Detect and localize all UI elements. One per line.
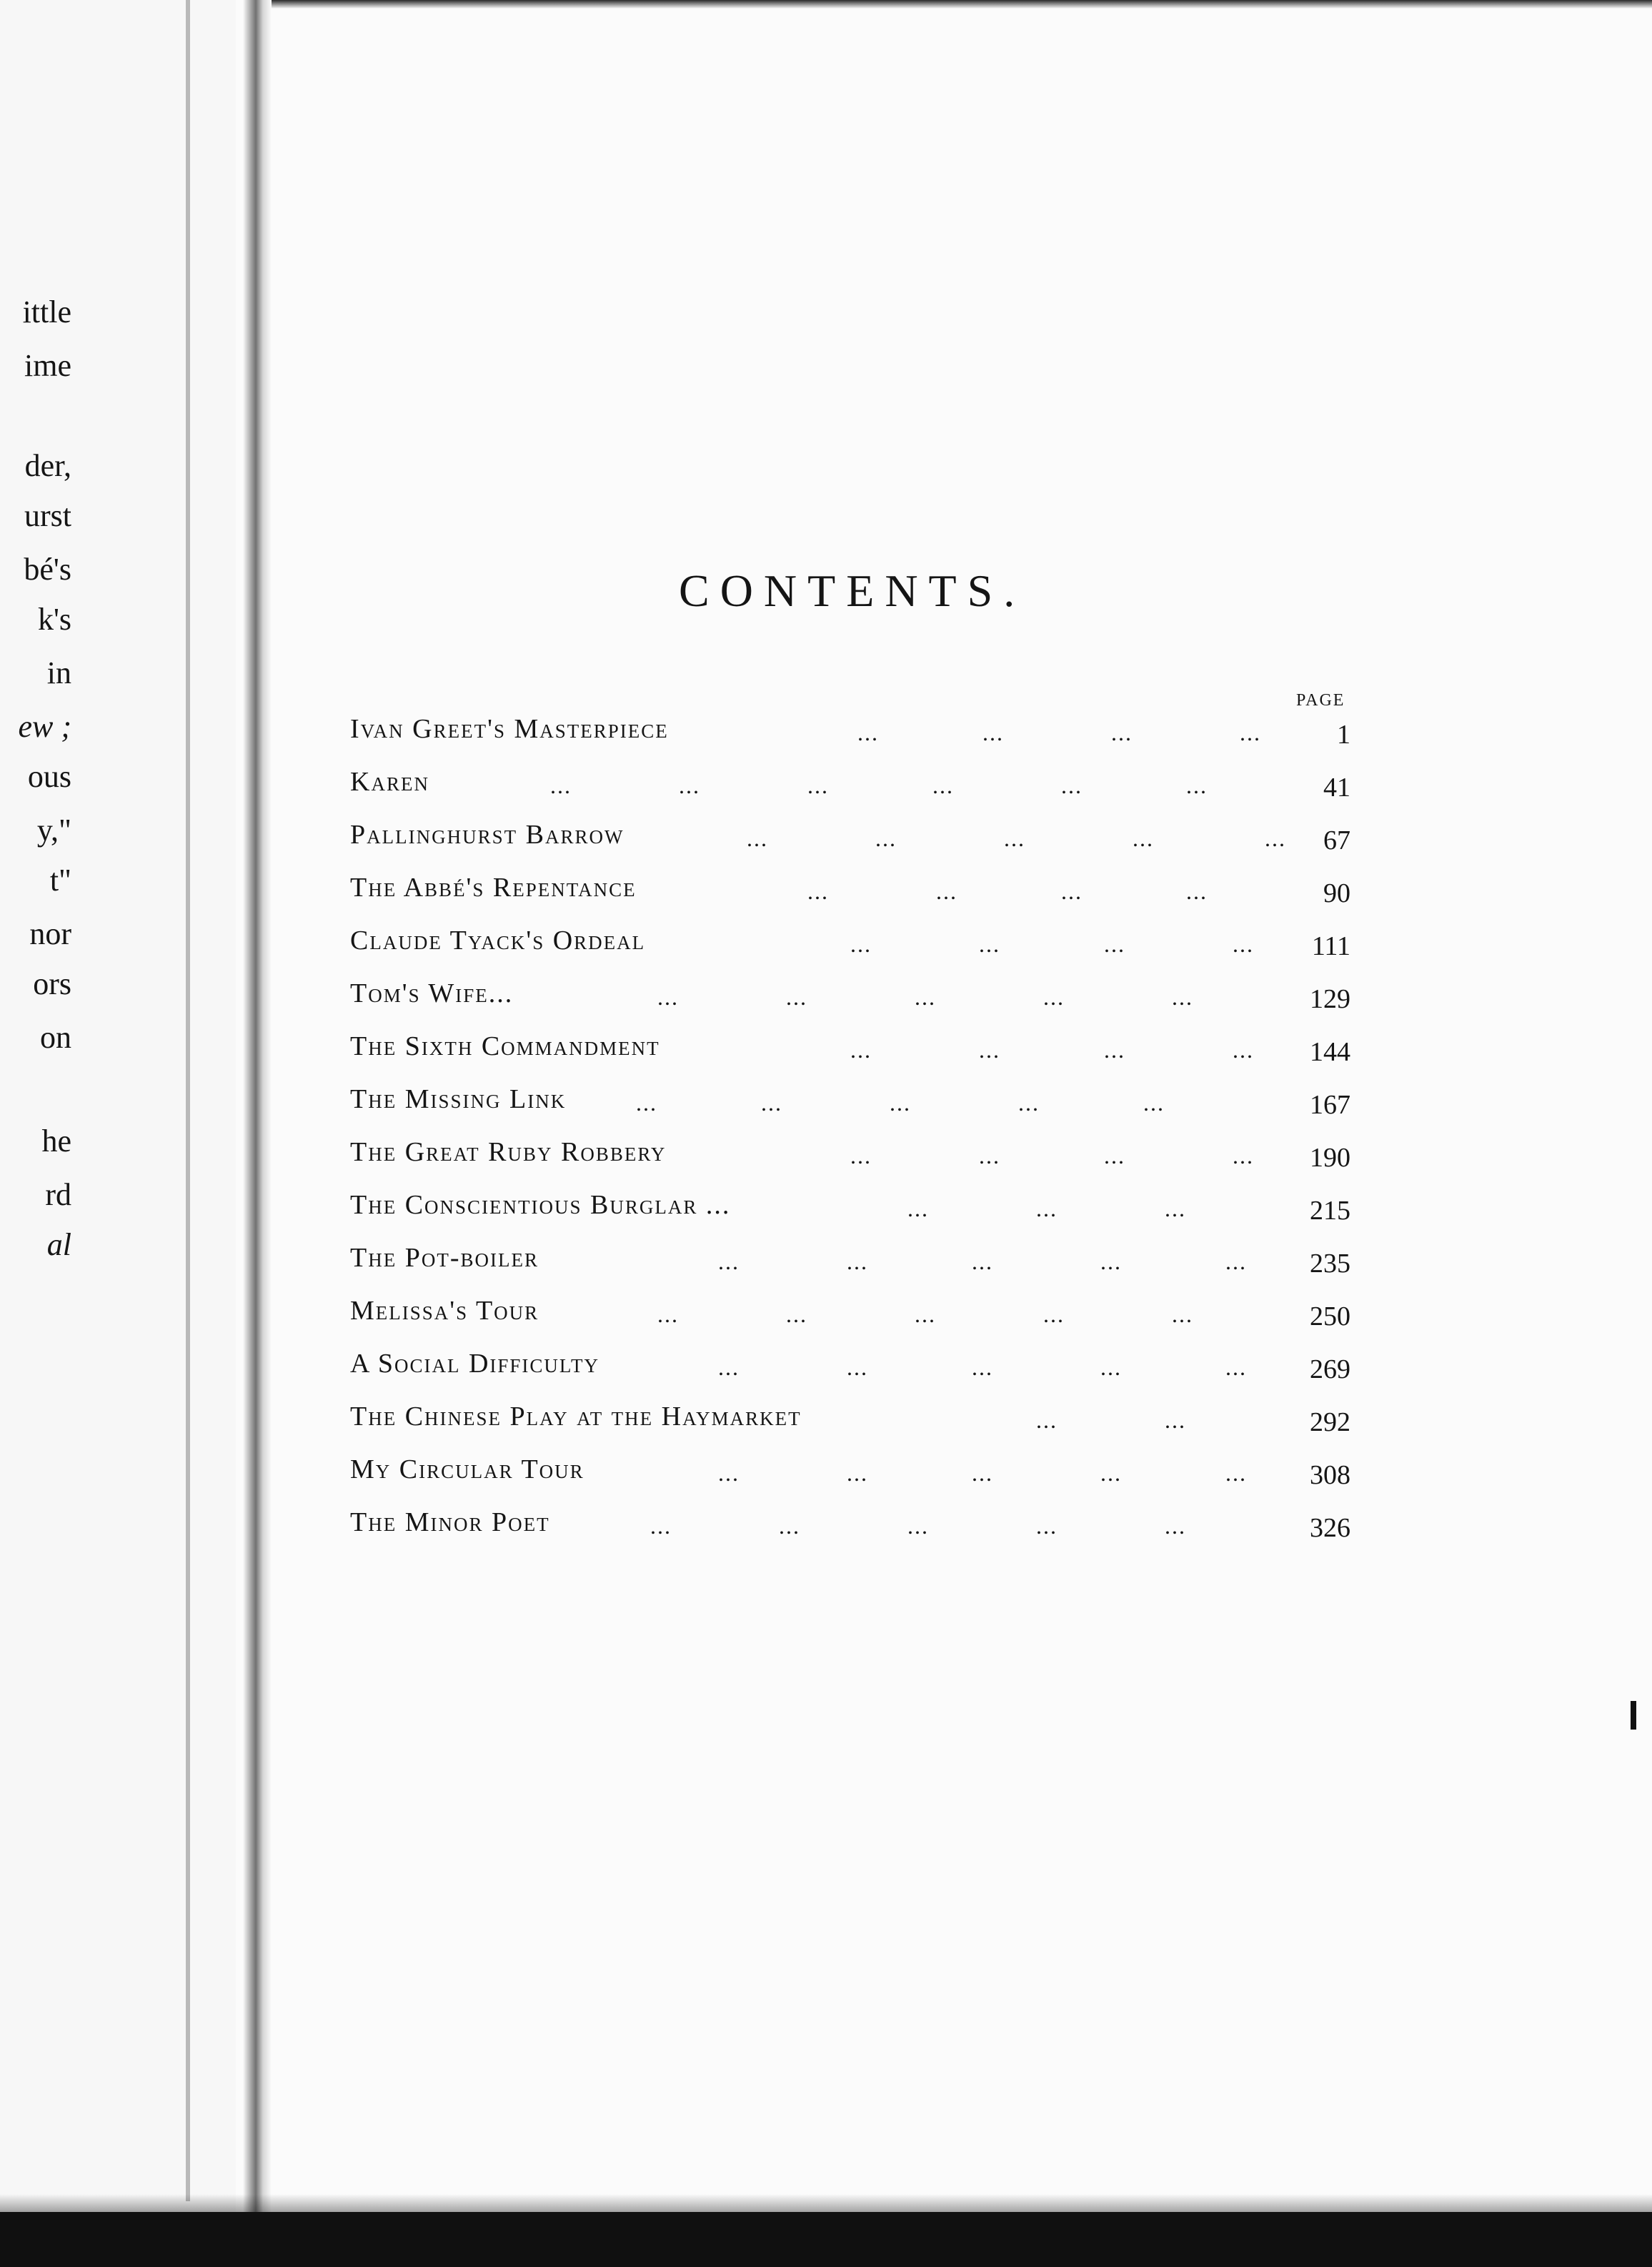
dot-leader-segment: ...: [915, 984, 936, 1010]
dot-leader-segment: ...: [1100, 1460, 1122, 1486]
toc-entry: [350, 1236, 1350, 1279]
dot-leader-segment: ...: [1104, 931, 1125, 957]
page-column-label: PAGE: [1296, 691, 1345, 710]
dot-leader-segment: ...: [936, 878, 957, 904]
left-page-fragment: ors: [33, 966, 71, 1001]
dot-leader-segment: ...: [807, 773, 829, 798]
dot-leader-segment: ...: [657, 1301, 679, 1327]
dot-leader-segment: ...: [847, 1249, 868, 1274]
dot-leader-segment: ...: [761, 1090, 782, 1116]
dot-leader-segment: ...: [1165, 1513, 1186, 1539]
dot-leader-segment: ...: [1061, 773, 1083, 798]
dot-leader-segment: ...: [1100, 1249, 1122, 1274]
dot-leader-segment: ...: [1265, 825, 1286, 851]
toc-entry: [350, 919, 1350, 962]
top-page-edge: [272, 0, 1652, 9]
dot-leader-segment: ...: [1225, 1460, 1247, 1486]
dot-leader-segment: ...: [1172, 984, 1193, 1010]
dot-leader-segment: ...: [847, 1460, 868, 1486]
toc-entry: [350, 813, 1350, 856]
toc-page-number: 167: [1310, 1090, 1350, 1120]
dot-leader-segment: ...: [1240, 720, 1261, 745]
toc-page-number: 308: [1310, 1460, 1350, 1490]
dot-leader-segment: ...: [907, 1513, 929, 1539]
toc-entry: [350, 1501, 1350, 1544]
dot-leader-segment: ...: [779, 1513, 800, 1539]
toc-entry: [350, 1184, 1350, 1226]
dot-leader-segment: ...: [850, 931, 872, 957]
dot-leader-segment: ...: [850, 1143, 872, 1169]
toc-entry-title: Melissa's Tour: [350, 1296, 539, 1326]
toc-page-number: 144: [1310, 1037, 1350, 1067]
dot-leader-segment: ...: [1104, 1037, 1125, 1063]
dot-leader-segment: ...: [1225, 1354, 1247, 1380]
toc-page-number: 292: [1310, 1407, 1350, 1437]
toc-entry-title: The Pot-boiler: [350, 1243, 539, 1273]
left-page-fragment: nor: [29, 916, 71, 951]
toc-entry-title: The Minor Poet: [350, 1507, 550, 1537]
toc-page-number: 67: [1323, 825, 1350, 855]
toc-entry-title: Pallinghurst Barrow: [350, 820, 625, 850]
dot-leader-segment: ...: [1186, 878, 1208, 904]
page-edge-shadow: [186, 0, 190, 2201]
left-page-fragment: al: [46, 1227, 71, 1262]
dot-leader-segment: ...: [786, 984, 807, 1010]
dot-leader-segment: ...: [1225, 1249, 1247, 1274]
toc-entry-title: Karen: [350, 767, 429, 797]
toc-entry-title: The Great Ruby Robbery: [350, 1137, 667, 1167]
dot-leader-segment: ...: [1143, 1090, 1165, 1116]
dot-leader-segment: ...: [1165, 1407, 1186, 1433]
dot-leader-segment: ...: [1100, 1354, 1122, 1380]
dot-leader-segment: ...: [979, 1143, 1000, 1169]
dot-leader-segment: ...: [982, 720, 1004, 745]
toc-entry: [350, 866, 1350, 909]
left-page-fragment: rd: [45, 1177, 71, 1212]
toc-entry-title: A Social Difficulty: [350, 1349, 599, 1379]
dot-leader-segment: ...: [1061, 878, 1083, 904]
toc-entry: [350, 1025, 1350, 1068]
toc-entry: [350, 1342, 1350, 1385]
left-page-fragment: ittle: [22, 294, 71, 329]
toc-entry: [350, 1448, 1350, 1491]
toc-entry-title: Ivan Greet's Masterpiece: [350, 714, 669, 744]
dot-leader-segment: ...: [786, 1301, 807, 1327]
dot-leader-segment: ...: [932, 773, 954, 798]
toc-page-number: 269: [1310, 1354, 1350, 1384]
toc-page-number: 326: [1310, 1513, 1350, 1543]
contents-title: CONTENTS.: [679, 565, 1026, 616]
dot-leader-segment: ...: [1172, 1301, 1193, 1327]
dot-leader-segment: ...: [890, 1090, 911, 1116]
toc-page-number: 190: [1310, 1143, 1350, 1173]
toc-entry-title: The Abbé's Repentance: [350, 873, 637, 903]
toc-page-number: 111: [1311, 931, 1350, 961]
left-page-fragment: he: [41, 1123, 71, 1159]
dot-leader-segment: ...: [1111, 720, 1133, 745]
right-edge-mark: [1631, 1701, 1636, 1730]
bottom-dark-border: [0, 2212, 1652, 2267]
toc-page-number: 41: [1323, 773, 1350, 803]
toc-page-number: 235: [1310, 1249, 1350, 1279]
left-page-fragment: y,": [36, 813, 71, 848]
toc-entry-title: The Chinese Play at the Haymarket: [350, 1402, 802, 1432]
toc-page-number: 215: [1310, 1196, 1350, 1226]
toc-page-number: 1: [1337, 720, 1350, 750]
dot-leader-segment: ...: [857, 720, 879, 745]
toc-entry: [350, 972, 1350, 1015]
dot-leader-segment: ...: [718, 1354, 740, 1380]
left-page-fragment: k's: [37, 602, 71, 637]
left-page-fragment: t": [49, 863, 71, 898]
dot-leader-segment: ...: [972, 1249, 993, 1274]
dot-leader-segment: ...: [657, 984, 679, 1010]
toc-entry-title: Tom's Wife...: [350, 978, 514, 1008]
toc-entry-title: Claude Tyack's Ordeal: [350, 926, 646, 956]
dot-leader-segment: ...: [718, 1460, 740, 1486]
left-page-fragment: on: [40, 1020, 71, 1055]
dot-leader-segment: ...: [1004, 825, 1025, 851]
dot-leader-segment: ...: [1133, 825, 1154, 851]
dot-leader-segment: ...: [1036, 1196, 1058, 1221]
dot-leader-segment: ...: [1043, 984, 1065, 1010]
dot-leader-segment: ...: [1036, 1513, 1058, 1539]
left-page-fragment: bé's: [24, 552, 71, 587]
dot-leader-segment: ...: [550, 773, 572, 798]
dot-leader-segment: ...: [1233, 1037, 1254, 1063]
dot-leader-segment: ...: [1186, 773, 1208, 798]
dot-leader-segment: ...: [1104, 1143, 1125, 1169]
bottom-page-shadow: [0, 2194, 1652, 2212]
dot-leader-segment: ...: [847, 1354, 868, 1380]
dot-leader-segment: ...: [972, 1354, 993, 1380]
book-gutter: [243, 0, 272, 2216]
toc-entry: [350, 1078, 1350, 1121]
dot-leader-segment: ...: [636, 1090, 657, 1116]
dot-leader-segment: ...: [1043, 1301, 1065, 1327]
dot-leader-segment: ...: [907, 1196, 929, 1221]
left-page-fragment: ime: [24, 348, 71, 383]
dot-leader-segment: ...: [1018, 1090, 1040, 1116]
dot-leader-segment: ...: [747, 825, 768, 851]
dot-leader-segment: ...: [1036, 1407, 1058, 1433]
toc-entry-title: The Sixth Commandment: [350, 1031, 660, 1061]
dot-leader-segment: ...: [807, 878, 829, 904]
left-facing-page: [0, 0, 236, 2267]
toc-page-number: 129: [1310, 984, 1350, 1014]
dot-leader-segment: ...: [979, 931, 1000, 957]
left-page-fragment: ous: [27, 759, 71, 794]
dot-leader-segment: ...: [650, 1513, 672, 1539]
dot-leader-segment: ...: [979, 1037, 1000, 1063]
toc-entry: [350, 760, 1350, 803]
dot-leader-segment: ...: [850, 1037, 872, 1063]
dot-leader-segment: ...: [679, 773, 700, 798]
dot-leader-segment: ...: [915, 1301, 936, 1327]
toc-entry: [350, 1131, 1350, 1174]
toc-entry-title: My Circular Tour: [350, 1454, 584, 1484]
dot-leader-segment: ...: [718, 1249, 740, 1274]
toc-entry-title: The Conscientious Burglar ...: [350, 1190, 731, 1220]
left-page-fragment: urst: [24, 498, 71, 533]
toc-entry: [350, 708, 1350, 750]
dot-leader-segment: ...: [1165, 1196, 1186, 1221]
dot-leader-segment: ...: [1233, 1143, 1254, 1169]
toc-entry: [350, 1289, 1350, 1332]
toc-entry: [350, 1395, 1350, 1438]
dot-leader-segment: ...: [875, 825, 897, 851]
left-page-fragment: in: [46, 655, 71, 690]
toc-page-number: 90: [1323, 878, 1350, 908]
left-page-fragment: ew ;: [18, 709, 71, 744]
dot-leader-segment: ...: [972, 1460, 993, 1486]
left-page-fragment: der,: [24, 448, 71, 483]
toc-entry-title: The Missing Link: [350, 1084, 567, 1114]
dot-leader-segment: ...: [1233, 931, 1254, 957]
toc-page-number: 250: [1310, 1301, 1350, 1331]
